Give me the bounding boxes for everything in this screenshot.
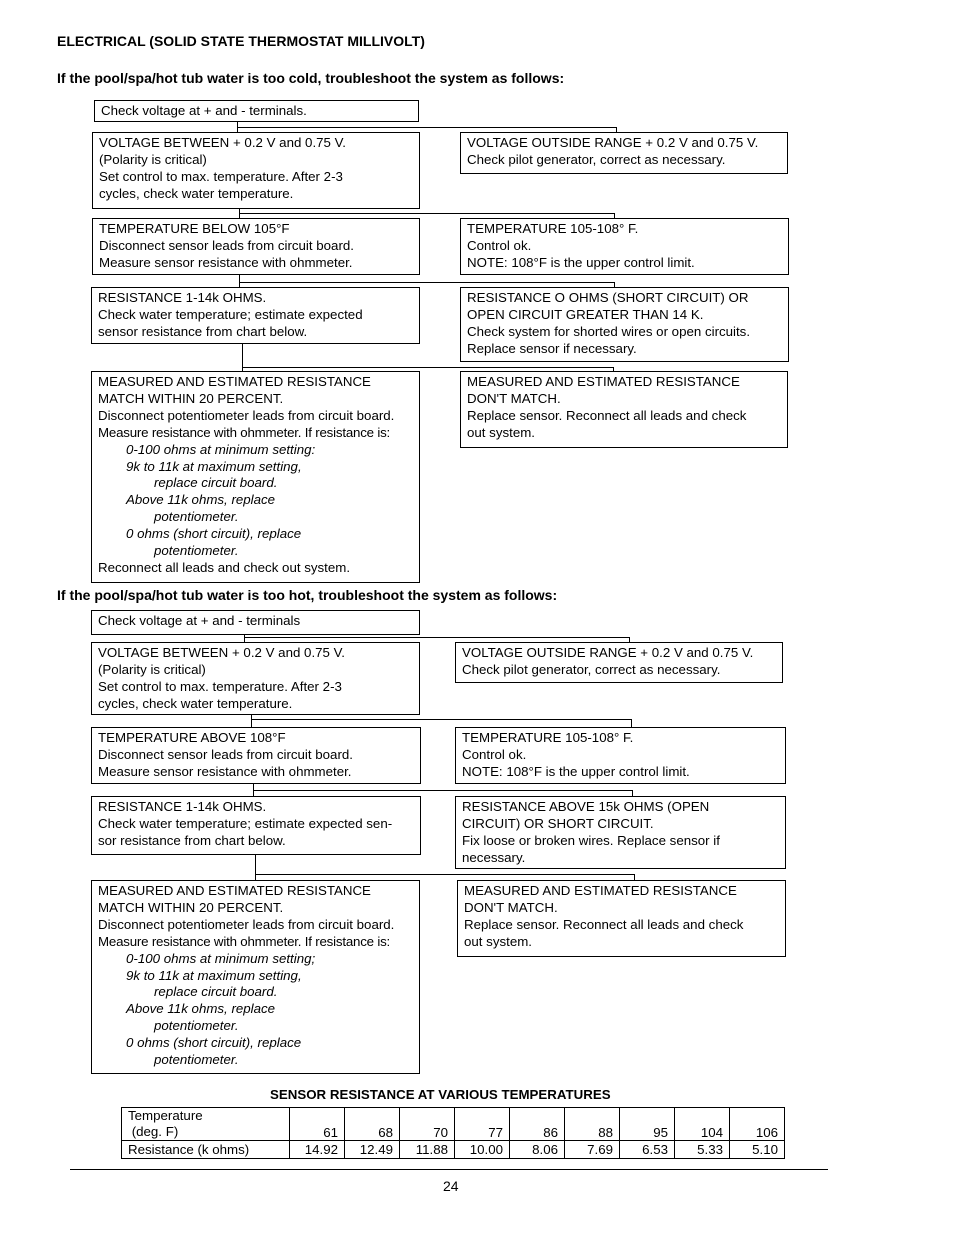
- table-row: [122, 1108, 785, 1141]
- step-text: potentiometer.: [154, 1052, 239, 1068]
- step-text: 0-100 ohms at minimum setting:: [126, 441, 316, 457]
- step-text: RESISTANCE ABOVE 15k OHMS (OPEN: [462, 799, 710, 814]
- step-text: MEASURED AND ESTIMATED RESISTANCE: [467, 374, 740, 389]
- step-text: TEMPERATURE ABOVE 108°F: [98, 730, 286, 745]
- step-text: potentiometer.: [154, 1018, 239, 1034]
- table-cell: 61: [290, 1108, 345, 1141]
- step-text: Check water temperature; estimate expected sen-: [98, 815, 393, 831]
- step-text: NOTE: 108°F is the upper control limit.: [462, 763, 690, 779]
- cold-temp-below-box: [92, 218, 420, 275]
- step-text: 9k to 11k at maximum setting,: [126, 967, 302, 983]
- step-text: Check voltage at + and - terminals: [98, 613, 301, 628]
- step-text: Check system for shorted wires or open circuits.: [467, 323, 751, 339]
- hot-nomatch-box: [457, 880, 786, 957]
- step-text: Check pilot generator, correct as necessary.: [462, 661, 721, 677]
- connector-line: [251, 719, 632, 720]
- cold-heading: If the pool/spa/hot tub water is too cold, troubleshoot the system as follows:: [57, 70, 565, 86]
- step-text: Measure resistance with ohmmeter. If resistance is:: [98, 933, 391, 949]
- step-text: Measure resistance with ohmmeter. If resistance is:: [98, 424, 391, 440]
- step-text: cycles, check water temperature.: [99, 185, 294, 201]
- step-text: VOLTAGE BETWEEN + 0.2 V and 0.75 V.: [99, 135, 346, 150]
- connector-line: [253, 790, 633, 791]
- connector-line: [237, 127, 617, 128]
- step-text: Above 11k ohms, replace: [126, 1001, 276, 1017]
- step-text: Disconnect potentiometer leads from circuit board.: [98, 916, 395, 932]
- step-text: 0 ohms (short circuit), replace: [126, 1035, 302, 1051]
- step-text: Measure sensor resistance with ohmmeter.: [98, 763, 352, 779]
- table-header-cell: Resistance (k ohms): [122, 1141, 290, 1159]
- step-text: sensor resistance from chart below.: [98, 323, 308, 339]
- step-text: VOLTAGE BETWEEN + 0.2 V and 0.75 V.: [98, 645, 345, 660]
- step-text: DON'T MATCH.: [464, 899, 558, 915]
- step-text: TEMPERATURE 105-108° F.: [467, 221, 639, 236]
- page-title: ELECTRICAL (SOLID STATE THERMOSTAT MILLIVOLT): [57, 33, 425, 49]
- cold-temp-ok-box: [460, 218, 789, 275]
- table-row: [122, 1141, 785, 1159]
- step-text: Disconnect sensor leads from circuit board.: [99, 237, 354, 253]
- table-cell: 5.10: [730, 1141, 785, 1159]
- step-text: CIRCUIT) OR SHORT CIRCUIT.: [462, 815, 654, 831]
- connector-line: [255, 855, 256, 880]
- hot-heading: If the pool/spa/hot tub water is too hot, troubleshoot the system as follows:: [57, 587, 558, 603]
- hot-start-box: [91, 610, 420, 635]
- step-text: necessary.: [462, 849, 526, 865]
- hot-resistance-ok-box: [91, 796, 421, 855]
- table-cell: 106: [730, 1108, 785, 1141]
- cold-match-box: [91, 371, 420, 583]
- table-cell: 14.92: [290, 1141, 345, 1159]
- step-text: MATCH WITHIN 20 PERCENT.: [98, 390, 284, 406]
- table-cell: 104: [675, 1108, 730, 1141]
- step-text: 0 ohms (short circuit), replace: [126, 526, 302, 542]
- hot-resistance-bad-box: [455, 796, 786, 869]
- step-text: potentiometer.: [154, 543, 239, 559]
- step-text: TEMPERATURE 105-108° F.: [462, 730, 634, 745]
- step-text: Measure sensor resistance with ohmmeter.: [99, 254, 353, 270]
- cold-nomatch-box: [460, 371, 788, 448]
- connector-line: [239, 213, 615, 214]
- step-text: Replace sensor if necessary.: [467, 340, 637, 356]
- step-text: DON'T MATCH.: [467, 390, 561, 406]
- step-text: replace circuit board.: [154, 984, 278, 1000]
- table-caption: SENSOR RESISTANCE AT VARIOUS TEMPERATURES: [270, 1087, 611, 1102]
- table-cell: 10.00: [455, 1141, 510, 1159]
- step-text: potentiometer.: [154, 509, 239, 525]
- step-text: replace circuit board.: [154, 475, 278, 491]
- step-text: Replace sensor. Reconnect all leads and check: [464, 916, 744, 932]
- step-text: sor resistance from chart below.: [98, 832, 286, 848]
- table-cell: 8.06: [510, 1141, 565, 1159]
- cold-start-box: [94, 100, 419, 122]
- step-text: RESISTANCE O OHMS (SHORT CIRCUIT) OR: [467, 290, 749, 305]
- connector-line: [244, 637, 630, 638]
- table-cell: 11.88: [400, 1141, 455, 1159]
- step-text: NOTE: 108°F is the upper control limit.: [467, 254, 695, 270]
- footer-rule: [70, 1169, 828, 1170]
- step-text: Check water temperature; estimate expected: [98, 306, 363, 322]
- table-cell: 88: [565, 1108, 620, 1141]
- connector-line: [239, 275, 240, 287]
- hot-temp-ok-box: [455, 727, 786, 784]
- step-text: RESISTANCE 1-14k OHMS.: [98, 290, 267, 305]
- table-header-cell: Temperature (deg. F): [122, 1108, 290, 1141]
- cold-resistance-bad-box: [460, 287, 789, 362]
- step-text: Check pilot generator, correct as necessary.: [467, 151, 726, 167]
- step-text: VOLTAGE OUTSIDE RANGE + 0.2 V and 0.75 V.: [467, 135, 759, 150]
- step-text: cycles, check water temperature.: [98, 695, 293, 711]
- connector-line: [251, 715, 252, 727]
- step-text: MEASURED AND ESTIMATED RESISTANCE: [98, 374, 371, 389]
- table-cell: 5.33: [675, 1141, 730, 1159]
- table-cell: 6.53: [620, 1141, 675, 1159]
- cold-voltage-in-range-box: [92, 132, 420, 209]
- step-text: Above 11k ohms, replace: [126, 492, 276, 508]
- step-text: out system.: [464, 933, 532, 949]
- step-text: MEASURED AND ESTIMATED RESISTANCE: [464, 883, 737, 898]
- table-cell: 70: [400, 1108, 455, 1141]
- step-text: VOLTAGE OUTSIDE RANGE + 0.2 V and 0.75 V.: [462, 645, 754, 660]
- step-text: OPEN CIRCUIT GREATER THAN 14 K.: [467, 306, 704, 322]
- step-text: out system.: [467, 424, 535, 440]
- table-cell: 86: [510, 1108, 565, 1141]
- step-text: Reconnect all leads and check out system.: [98, 559, 351, 575]
- step-text: Disconnect sensor leads from circuit board.: [98, 746, 353, 762]
- step-text: 9k to 11k at maximum setting,: [126, 458, 302, 474]
- sensor-resistance-table: [121, 1107, 785, 1159]
- connector-line: [255, 874, 635, 875]
- step-text: MEASURED AND ESTIMATED RESISTANCE: [98, 883, 371, 898]
- cold-resistance-ok-box: [91, 287, 420, 344]
- table-cell: 95: [620, 1108, 675, 1141]
- connector-line: [631, 719, 632, 727]
- table-cell: 68: [345, 1108, 400, 1141]
- hot-voltage-in-range-box: [91, 642, 420, 715]
- table-cell: 7.69: [565, 1141, 620, 1159]
- cold-voltage-out-range-box: [460, 132, 788, 174]
- table-cell: 77: [455, 1108, 510, 1141]
- page-number: 24: [443, 1178, 459, 1194]
- step-text: Set control to max. temperature. After 2-3: [99, 168, 343, 184]
- connector-line: [239, 282, 615, 283]
- connector-line: [242, 367, 614, 368]
- step-text: Control ok.: [462, 746, 527, 762]
- step-text: Fix loose or broken wires. Replace sensor if: [462, 832, 720, 848]
- step-text: (Polarity is critical): [98, 661, 206, 677]
- step-text: MATCH WITHIN 20 PERCENT.: [98, 899, 284, 915]
- hot-voltage-out-range-box: [455, 642, 783, 683]
- step-text: Replace sensor. Reconnect all leads and check: [467, 407, 747, 423]
- step-text: RESISTANCE 1-14k OHMS.: [98, 799, 267, 814]
- step-text: (Polarity is critical): [99, 151, 207, 167]
- step-text: Disconnect potentiometer leads from circuit board.: [98, 407, 395, 423]
- step-text: TEMPERATURE BELOW 105°F: [99, 221, 290, 236]
- step-text: Check voltage at + and - terminals.: [101, 103, 307, 118]
- hot-temp-above-box: [91, 727, 421, 784]
- step-text: 0-100 ohms at minimum setting;: [126, 950, 316, 966]
- step-text: Control ok.: [467, 237, 532, 253]
- step-text: Set control to max. temperature. After 2-3: [98, 678, 342, 694]
- hot-match-box: [91, 880, 420, 1074]
- table-cell: 12.49: [345, 1141, 400, 1159]
